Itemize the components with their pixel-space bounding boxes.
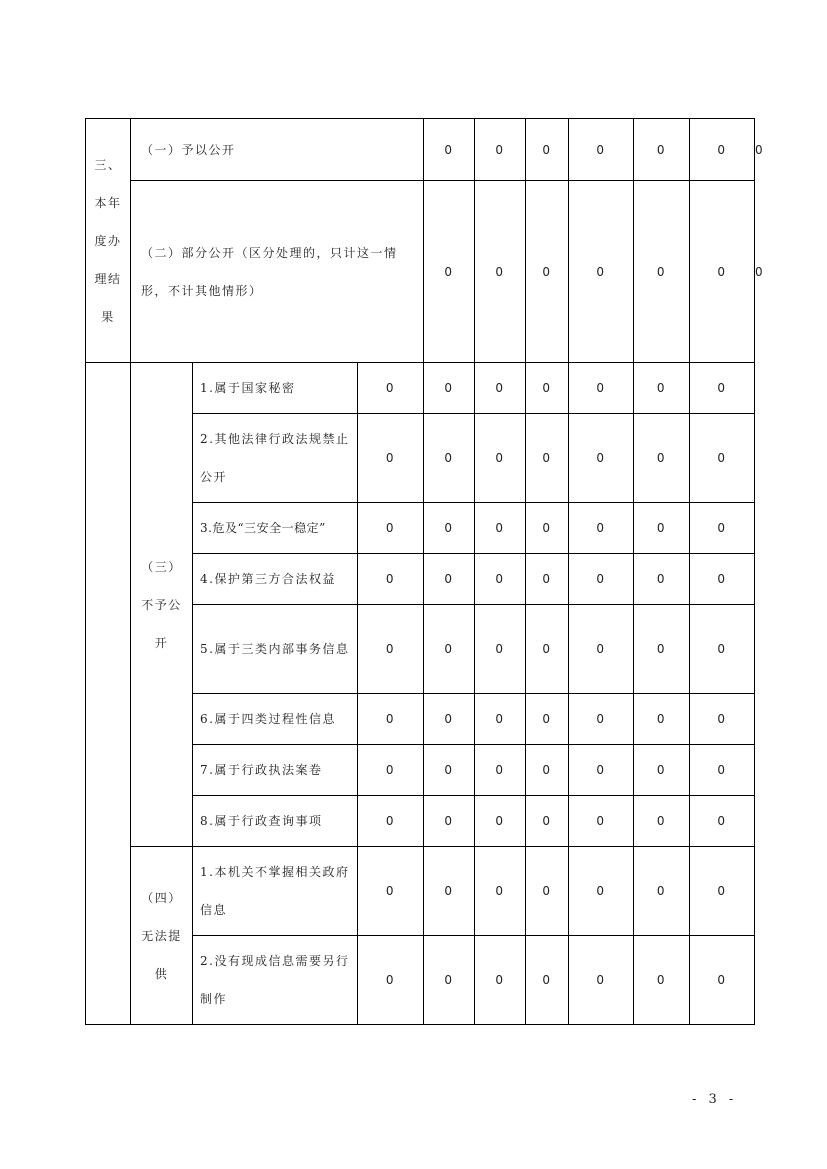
value-cell: 0 — [424, 796, 475, 847]
value-cell: 0 — [358, 936, 424, 1025]
value-cell: 0 — [569, 796, 634, 847]
value-cell: 0 — [569, 503, 634, 554]
value-cell: 0 — [526, 605, 569, 694]
value-cell: 0 — [424, 605, 475, 694]
value-cell: 0 — [526, 936, 569, 1025]
value-cell: 0 — [358, 554, 424, 605]
value-cell: 0 — [475, 554, 526, 605]
value-cell: 0 — [424, 181, 475, 363]
value-cell: 0 — [690, 605, 755, 694]
value-cell: 0 — [475, 605, 526, 694]
value-cell: 0 — [475, 181, 526, 363]
value-cell: 0 — [634, 936, 690, 1025]
row-label: （一）予以公开 — [131, 119, 424, 181]
value-cell: 0 — [358, 414, 424, 503]
value-cell: 0 — [634, 694, 690, 745]
value-cell: 0 — [475, 745, 526, 796]
value-cell: 0 — [475, 414, 526, 503]
value-cell: 0 — [690, 796, 755, 847]
value-cell: 0 — [569, 847, 634, 936]
value-cell: 0 — [475, 847, 526, 936]
value-cell: 0 — [424, 745, 475, 796]
table-row — [86, 847, 755, 936]
value-cell: 0 — [690, 181, 755, 363]
value-cell: 0 — [690, 936, 755, 1025]
value-cell: 0 — [424, 503, 475, 554]
row-label: 1.本机关不掌握相关政府信息 — [193, 847, 358, 936]
value-cell: 0 — [569, 181, 634, 363]
value-cell: 0 — [526, 119, 569, 181]
value-cell: 0 — [475, 119, 526, 181]
value-cell: 0 — [424, 119, 475, 181]
table-row: （二）部分公开（区分处理的，只计这一情形，不计其他情形） 0 0 0 0 0 0 0 — [86, 181, 755, 363]
value-cell: 0 — [634, 181, 690, 363]
value-cell: 0 — [569, 363, 634, 414]
value-cell: 0 — [634, 363, 690, 414]
value-cell: 0 — [358, 745, 424, 796]
value-cell: 0 — [358, 694, 424, 745]
row-label: 3.危及“三安全一稳定” — [193, 503, 358, 554]
value-cell: 0 — [526, 181, 569, 363]
value-cell: 0 — [569, 694, 634, 745]
value-cell: 0 — [475, 936, 526, 1025]
value-cell: 0 — [358, 605, 424, 694]
row-label: 5.属于三类内部事务信息 — [193, 605, 358, 694]
value-cell: 0 — [526, 694, 569, 745]
row-label: 8.属于行政查询事项 — [193, 796, 358, 847]
value-cell: 0 — [526, 847, 569, 936]
value-cell: 0 — [358, 847, 424, 936]
value-cell: 0 — [569, 554, 634, 605]
value-cell: 0 — [634, 414, 690, 503]
value-cell: 0 — [526, 363, 569, 414]
value-cell: 0 — [475, 694, 526, 745]
row-label: 2.其他法律行政法规禁止公开 — [193, 414, 358, 503]
value-cell: 0 — [569, 936, 634, 1025]
value-cell: 0 — [634, 745, 690, 796]
empty-category-cell — [86, 363, 131, 1025]
value-cell: 0 — [526, 554, 569, 605]
value-cell: 0 — [634, 605, 690, 694]
table-row — [86, 363, 755, 414]
value-cell: 0 — [424, 936, 475, 1025]
value-cell: 0 — [569, 605, 634, 694]
value-cell: 0 — [475, 796, 526, 847]
value-cell: 0 — [358, 363, 424, 414]
value-cell: 0 — [526, 745, 569, 796]
value-cell: 0 — [569, 119, 634, 181]
row-label: 4.保护第三方合法权益 — [193, 554, 358, 605]
value-cell: 0 — [634, 847, 690, 936]
value-cell: 0 — [690, 694, 755, 745]
value-cell: 0 — [690, 745, 755, 796]
row-label: 2.没有现成信息需要另行制作 — [193, 936, 358, 1025]
value-cell: 0 — [634, 554, 690, 605]
page-number: - 3 - — [692, 1092, 738, 1107]
row-label: 7.属于行政执法案卷 — [193, 745, 358, 796]
value-cell: 0 — [690, 363, 755, 414]
value-cell: 0 — [424, 414, 475, 503]
value-cell: 0 — [358, 503, 424, 554]
table-row: 三、本年度办理结果 （一）予以公开 0 0 0 0 0 0 0 — [86, 119, 755, 181]
value-cell: 0 — [526, 503, 569, 554]
value-cell: 0 — [358, 796, 424, 847]
value-cell: 0 — [424, 363, 475, 414]
value-cell: 0 — [690, 847, 755, 936]
section-label: 三、本年度办理结果 — [86, 119, 131, 363]
value-cell: 0 — [634, 119, 690, 181]
value-cell: 0 — [634, 796, 690, 847]
disclosure-results-table — [85, 118, 765, 1025]
unable-label: （四）无法提供 — [131, 847, 193, 1025]
value-cell: 0 — [475, 363, 526, 414]
value-cell: 0 — [424, 847, 475, 936]
value-cell: 0 — [690, 119, 755, 181]
value-cell: 0 — [424, 694, 475, 745]
value-cell: 0 — [569, 414, 634, 503]
value-cell: 0 — [690, 503, 755, 554]
value-cell: 0 — [475, 503, 526, 554]
value-cell: 0 — [424, 554, 475, 605]
value-cell: 0 — [526, 796, 569, 847]
value-cell: 0 — [634, 503, 690, 554]
value-cell: 0 — [690, 554, 755, 605]
row-label: （二）部分公开（区分处理的，只计这一情形，不计其他情形） — [131, 181, 424, 363]
value-cell: 0 — [526, 414, 569, 503]
not-public-label: （三）不予公开 — [131, 363, 193, 847]
row-label: 6.属于四类过程性信息 — [193, 694, 358, 745]
row-label: 1.属于国家秘密 — [193, 363, 358, 414]
value-cell: 0 — [690, 414, 755, 503]
value-cell: 0 — [569, 745, 634, 796]
